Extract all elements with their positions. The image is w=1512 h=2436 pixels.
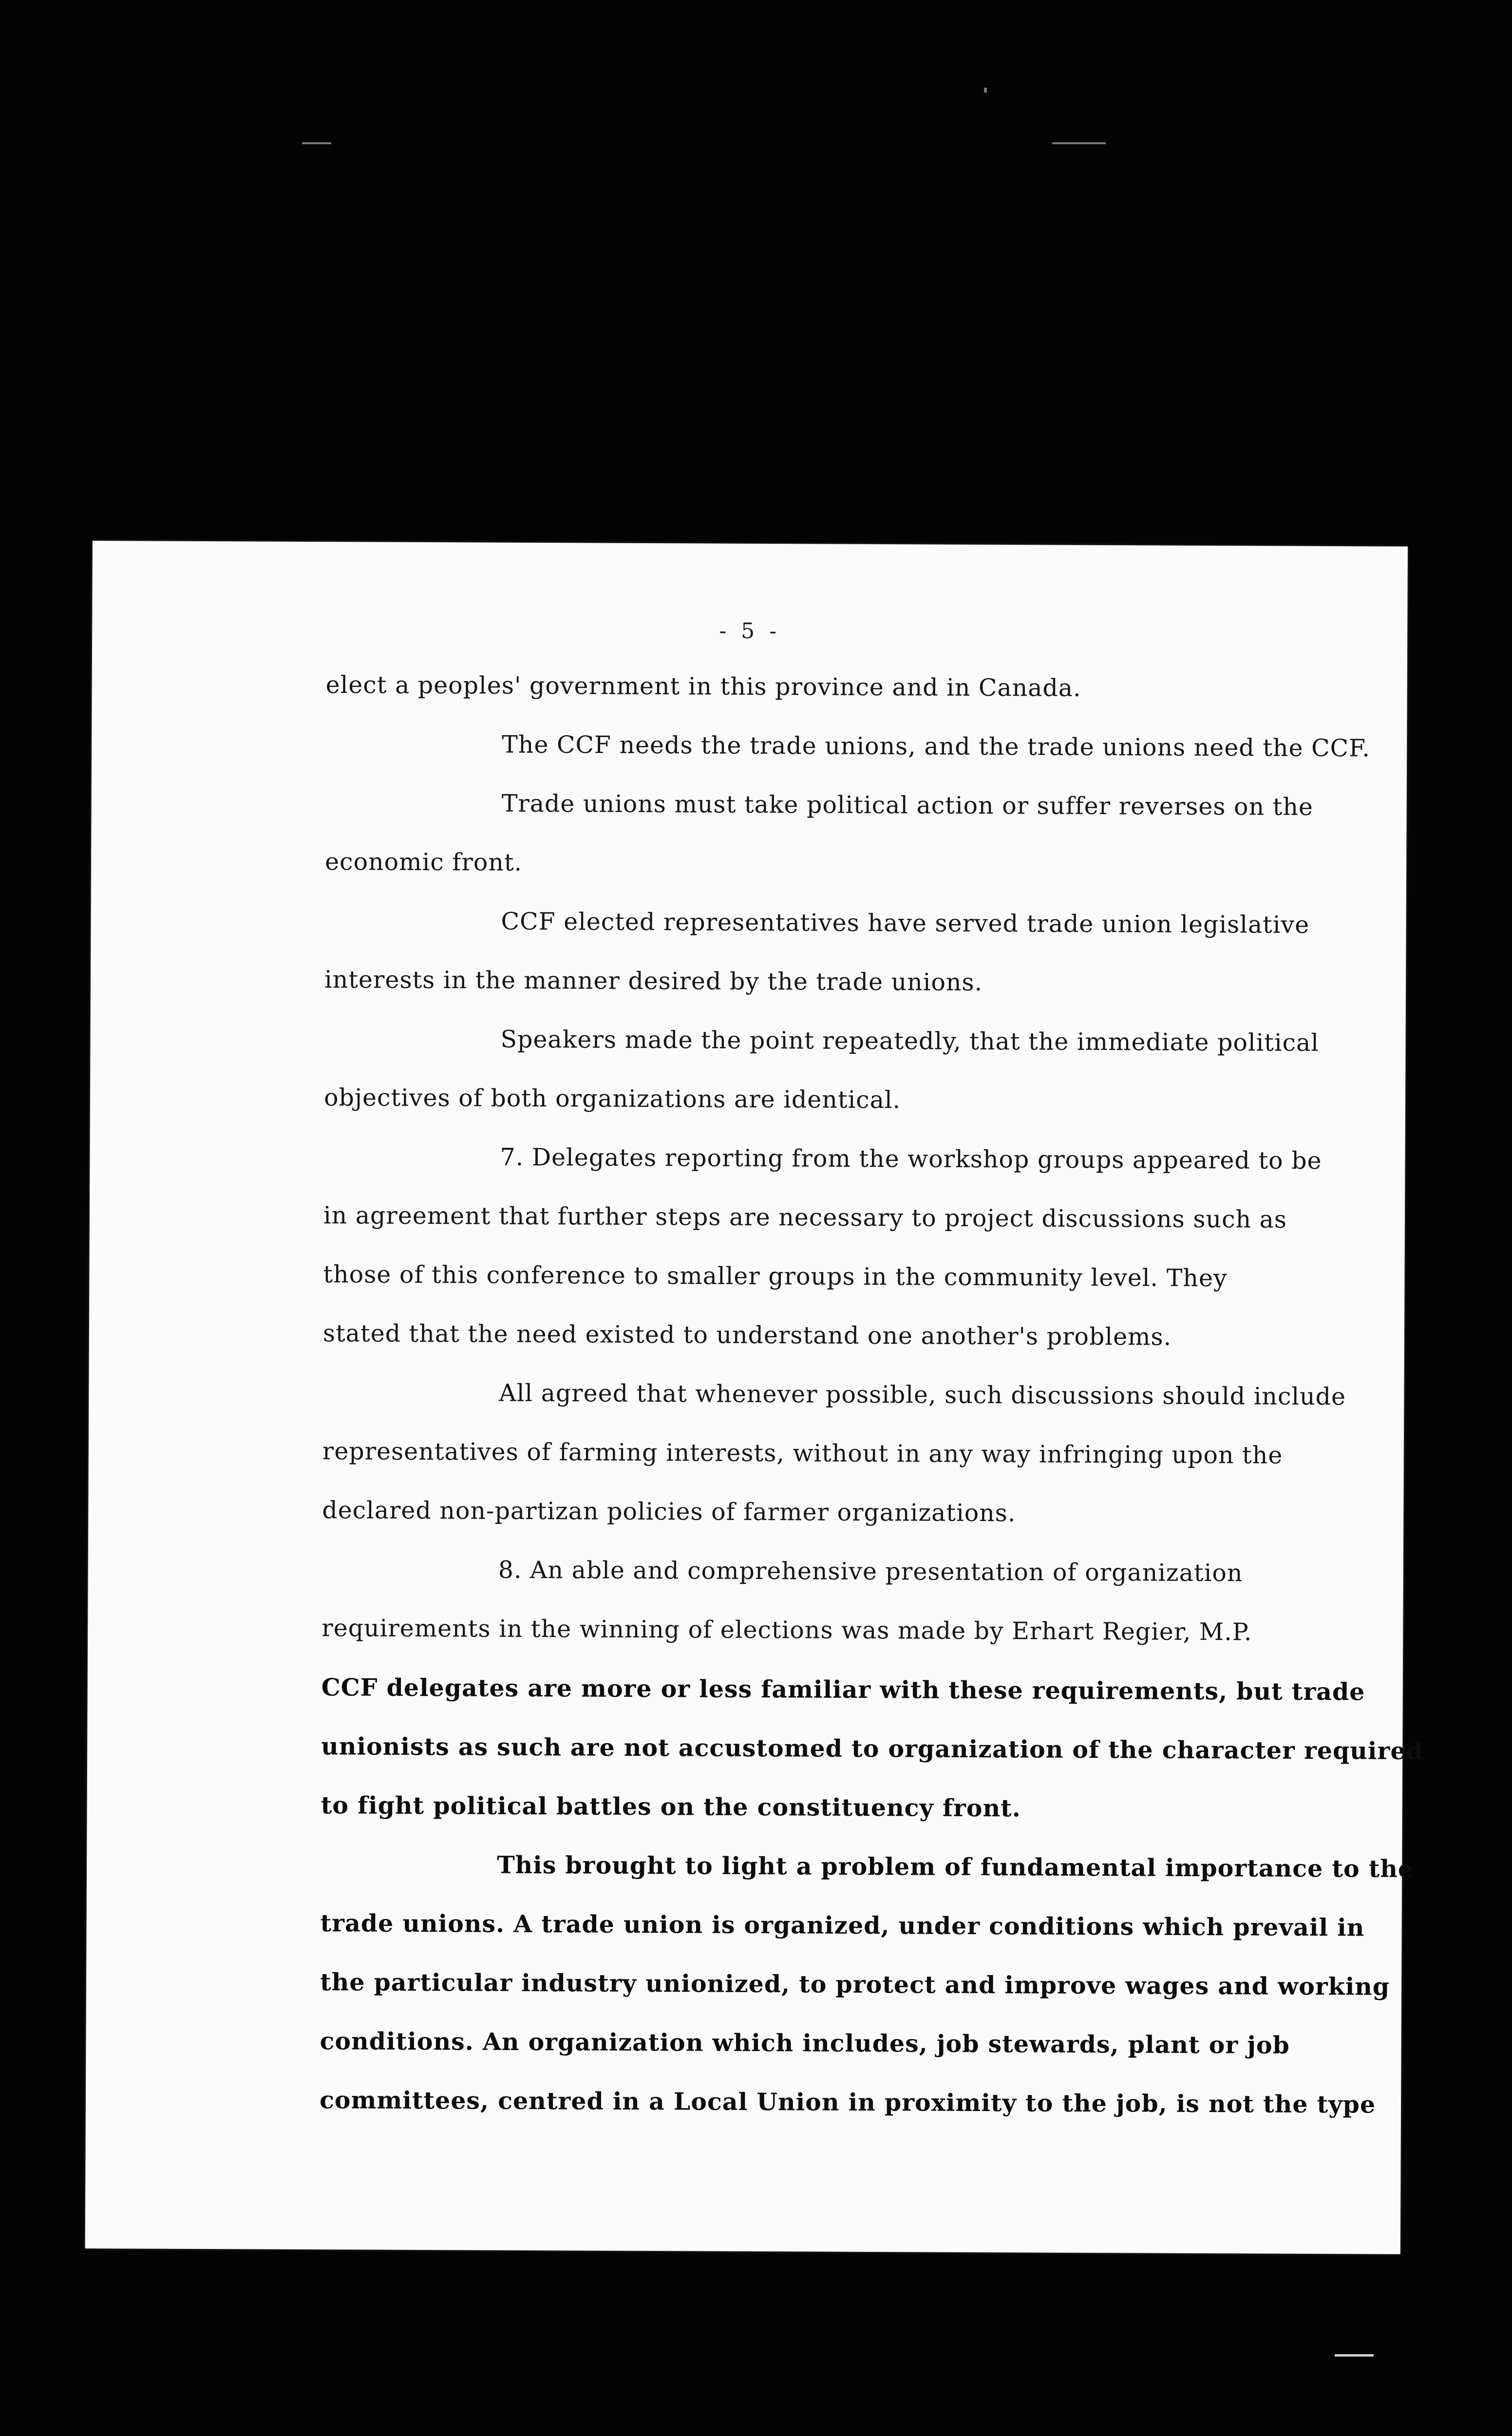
text-line: trade unions. A trade union is organized, under conditions which prevail in — [320, 1909, 1365, 1942]
text-line: economic front. — [325, 848, 523, 876]
text-line: 7. Delegates reporting from the workshop groups appeared to be — [500, 1143, 1322, 1175]
film-speck — [302, 142, 331, 144]
text-line: Speakers made the point repeatedly, that the immediate political — [500, 1025, 1320, 1057]
text-line: CCF elected representatives have served trade union legislative — [501, 907, 1310, 939]
text-line: 8. An able and comprehensive presentation of organization — [498, 1556, 1243, 1587]
document-page — [85, 541, 1423, 2254]
text-line: those of this conference to smaller groups in the community level. They — [323, 1260, 1228, 1293]
text-line: CCF delegates are more or less familiar with these requirements, but trade — [321, 1673, 1365, 1706]
text-line: All agreed that whenever possible, such discussions should include — [499, 1379, 1346, 1411]
film-speck — [1335, 2354, 1374, 2357]
text-line: objectives of both organizations are identical. — [323, 1084, 901, 1114]
film-speck — [984, 88, 987, 93]
text-line: This brought to light a problem of fundamental importance to the — [497, 1850, 1414, 1883]
text-line: declared non-partizan policies of farmer organizations. — [322, 1496, 1016, 1527]
text-line: in agreement that further steps are necessary to project discussions such as — [323, 1201, 1287, 1234]
page-number: - 5 - — [719, 618, 781, 644]
text-line: conditions. An organization which includes, job stewards, plant or job — [320, 2027, 1290, 2059]
text-line: stated that the need existed to understand one another's problems. — [322, 1319, 1172, 1351]
text-line: unionists as such are not accustomed to organization of the character required — [321, 1732, 1423, 1765]
text-line: Trade unions must take political action or suffer reverses on the — [501, 789, 1314, 821]
text-line: requirements in the winning of elections was made by Erhart Regier, M.P. — [321, 1614, 1252, 1646]
text-line: The CCF needs the trade unions, and the trade unions need the CCF. — [502, 730, 1371, 762]
text-line: interests in the manner desired by the trade unions. — [324, 966, 983, 996]
film-speck — [1052, 142, 1106, 144]
text-line: the particular industry unionized, to protect and improve wages and working — [320, 1968, 1390, 2001]
text-line: to fight political battles on the constituency front. — [321, 1791, 1021, 1823]
text-line: committees, centred in a Local Union in proximity to the job, is not the type — [319, 2086, 1376, 2119]
text-line: elect a peoples' government in this province and in Canada. — [325, 671, 1081, 702]
text-line: representatives of farming interests, without in any way infringing upon the — [322, 1437, 1283, 1469]
